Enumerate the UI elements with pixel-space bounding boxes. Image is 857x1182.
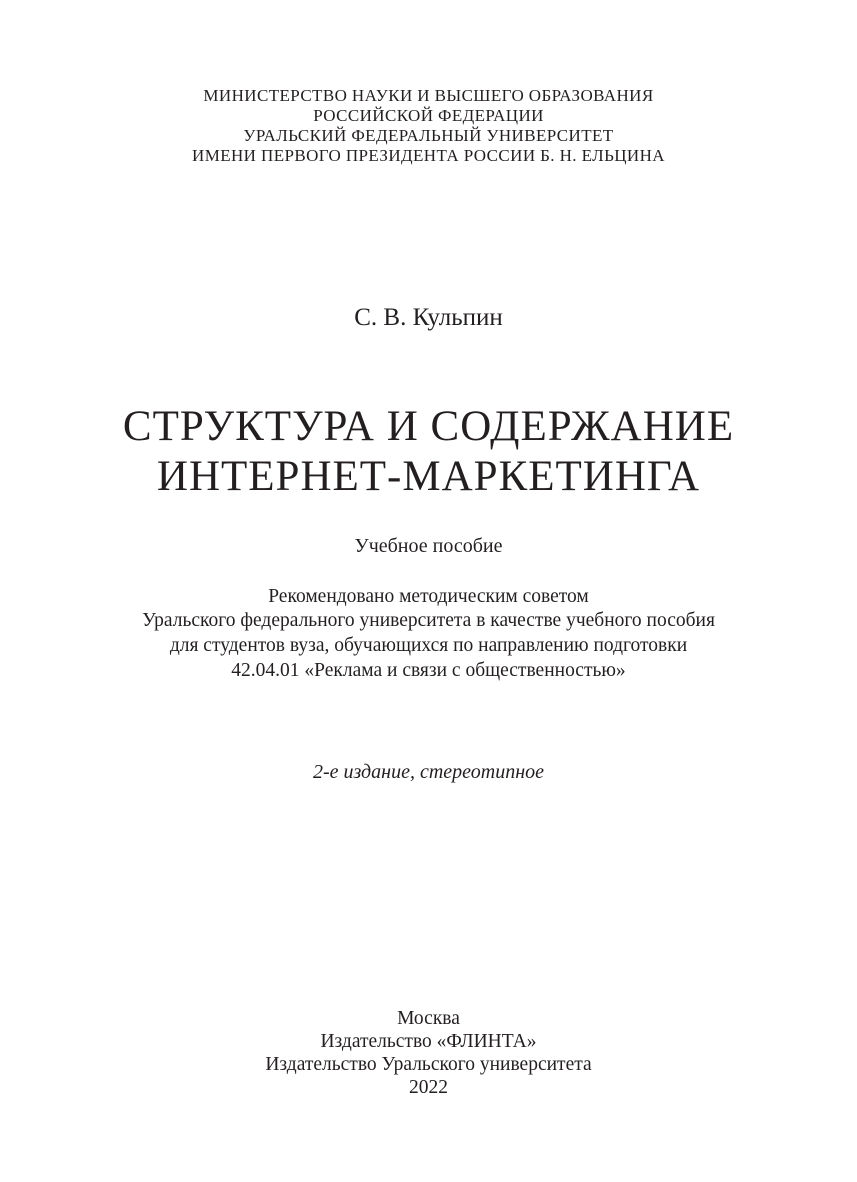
edition-note: 2-е издание, стереотипное <box>312 761 545 783</box>
book-subtitle: Учебное пособие <box>354 535 503 557</box>
author-name: С. В. Кульпин <box>354 304 503 331</box>
imprint-publisher-urfu: Издательство Уральского университета <box>265 1054 592 1075</box>
imprint-city: Москва <box>397 1008 460 1029</box>
recommendation-line-4: 42.04.01 «Реклама и связи с общественностью» <box>231 660 626 681</box>
recommendation-line-1: Рекомендовано методическим советом <box>268 586 589 607</box>
book-title-line-2: ИНТЕРНЕТ-МАРКЕТИНГА <box>156 453 701 500</box>
recommendation-line-3: для студентов вуза, обучающихся по направлению подготовки <box>169 635 688 656</box>
institution-line-1: МИНИСТЕРСТВО НАУКИ И ВЫСШЕГО ОБРАЗОВАНИЯ <box>203 86 654 105</box>
imprint-year: 2022 <box>409 1077 448 1098</box>
institution-line-4: ИМЕНИ ПЕРВОГО ПРЕЗИДЕНТА РОССИИ Б. Н. ЕЛЬЦИНА <box>192 146 665 165</box>
book-title-line-1: СТРУКТУРА И СОДЕРЖАНИЕ <box>122 403 735 450</box>
institution-line-2: РОССИЙСКОЙ ФЕДЕРАЦИИ <box>313 106 544 125</box>
institution-line-3: УРАЛЬСКИЙ ФЕДЕРАЛЬНЫЙ УНИВЕРСИТЕТ <box>243 126 614 145</box>
recommendation-line-2: Уральского федерального университета в качестве учебного пособия <box>142 610 715 631</box>
imprint-publisher-flinta: Издательство «ФЛИНТА» <box>320 1031 537 1052</box>
